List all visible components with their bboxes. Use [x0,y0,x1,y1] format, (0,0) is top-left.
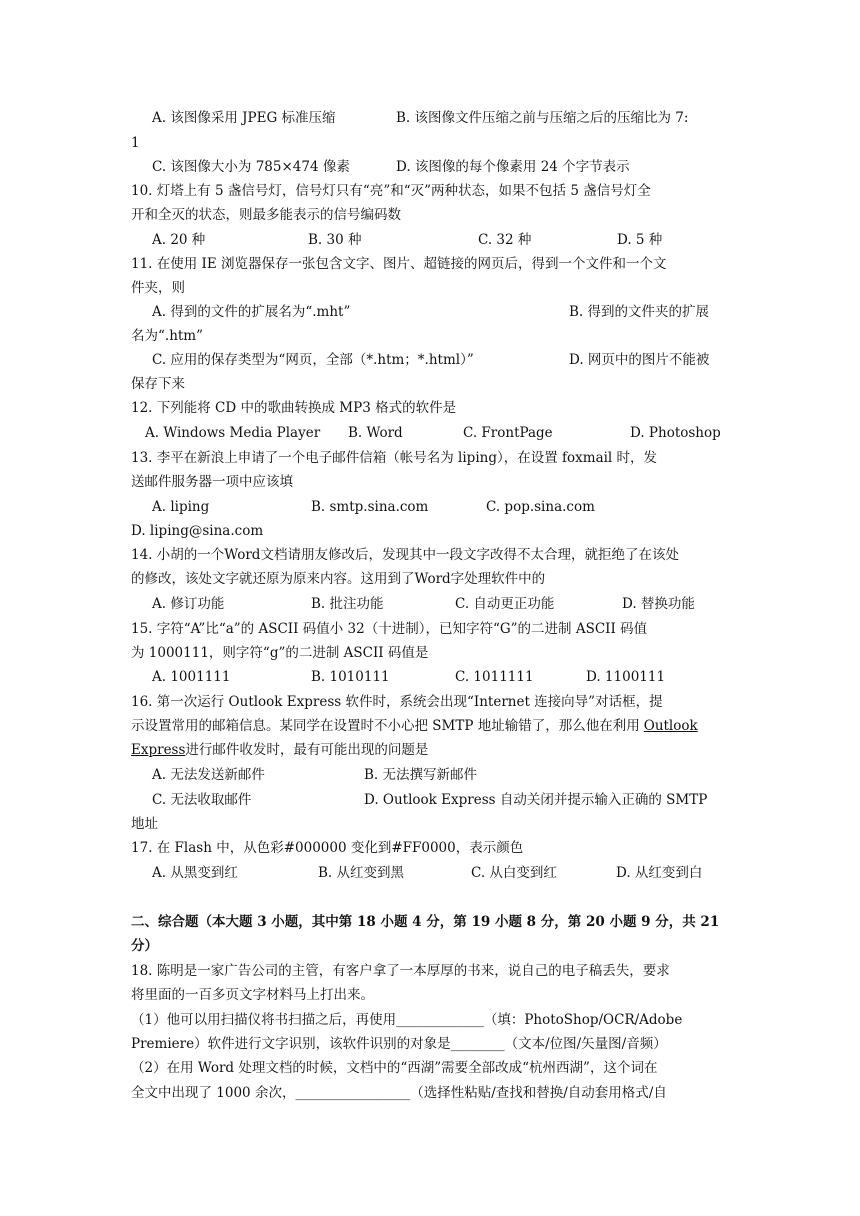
q15-option-b: B. 1010111 [311,669,390,685]
q14-option-c: C. 自动更正功能 [455,596,555,612]
q18-stem-line1: 18. 陈明是一家广告公司的主管，有客户拿了一本厚厚的书来，说自己的电子稿丢失，要求 [131,963,670,979]
section2-heading-line2: 分） [131,938,158,954]
q14-option-b: B. 批注功能 [311,596,384,612]
q9-option-b: B. 该图像文件压缩之前与压缩之后的压缩比为 7: [396,110,689,126]
q16-option-a: A. 无法发送新邮件 [152,767,265,783]
q14-stem-line1: 14. 小胡的一个Word文档请朋友修改后，发现其中一段文字改得不太合理，就拒绝了在该处 [131,547,679,563]
q16-option-c: C. 无法收取邮件 [152,792,252,808]
q11-option-a: A. 得到的文件的扩展名为“.mht” [152,304,351,320]
q11-stem-line2: 件夹，则 [131,280,185,296]
q11-option-b: B. 得到的文件夹的扩展 [569,304,710,320]
q16-stem-line3 [131,740,428,760]
q17-option-c: C. 从白变到红 [471,865,557,881]
q18-part1-line2: Premiere）软件进行文字识别，该软件识别的对象是________（文本/位图/矢量图/音频） [131,1036,667,1052]
q16-outlook-link[interactable]: Outlook [643,718,698,734]
q16-option-b: B. 无法撰写新邮件 [364,767,478,783]
q15-option-a: A. 1001111 [152,669,231,685]
q18-part1-line1: （1）他可以用扫描仪将书扫描之后，再使用_____________（填：PhotoShop/OCR/Adobe [131,1012,683,1028]
q17-stem: 17. 在 Flash 中，从色彩#000000 变化到#FF0000，表示颜色 [131,840,524,856]
q15-stem-line2: 为 1000111，则字符“g”的二进制 ASCII 码值是 [131,645,429,661]
q10-option-c: C. 32 种 [478,232,532,248]
q13-option-a: A. liping [152,499,210,515]
q17-option-b: B. 从红变到黑 [318,865,405,881]
q10-option-d: D. 5 种 [617,232,663,248]
section2-heading-line1: 二、综合题（本大题 3 小题，其中第 18 小题 4 分，第 19 小题 8 分，第 20 小题 9 分，共 21 [131,914,720,930]
q12-stem: 12. 下列能将 CD 中的歌曲转换成 MP3 格式的软件是 [131,400,457,416]
q13-option-b: B. smtp.sina.com [311,499,429,515]
q18-stem-line2: 将里面的一百多页文字材料马上打出来。 [131,987,374,1003]
q10-option-b: B. 30 种 [308,232,362,248]
q16-stem-line1: 16. 第一次运行 Outlook Express 软件时，系统会出现“Internet 连接向导”对话框，提 [131,694,663,710]
q11-stem-line1: 11. 在使用 IE 浏览器保存一张包含文字、图片、超链接的网页后，得到一个文件和一个文 [131,256,667,272]
q16-stem-line2 [131,716,698,736]
q9-option-b-continued: 1 [131,135,140,151]
q17-option-a: A. 从黑变到红 [152,865,238,881]
q11-option-c: C. 应用的保存类型为“网页，全部（*.htm；*.html）” [152,352,474,368]
q10-stem-line1: 10. 灯塔上有 5 盏信号灯，信号灯只有“亮”和“灭”两种状态，如果不包括 5 盏信号灯全 [131,183,651,199]
q13-stem-line1: 13. 李平在新浪上申请了一个电子邮件信箱（帐号名为 liping），在设置 foxmail 时，发 [131,450,658,466]
q11-option-d: D. 网页中的图片不能被 [569,352,710,368]
q11-option-d-continued: 保存下来 [131,376,185,392]
q15-stem-line1: 15. 字符“A”比“a”的 ASCII 码值小 32（十进制），已知字符“G”的二进制 ASCII 码值 [131,621,648,637]
q16-option-d: D. Outlook Express 自动关闭并提示输入正确的 SMTP [364,792,708,808]
q10-stem-line2: 开和全灭的状态，则最多能表示的信号编码数 [131,207,401,223]
q14-option-a: A. 修订功能 [152,596,225,612]
q15-option-c: C. 1011111 [455,669,534,685]
q12-option-a: A. Windows Media Player [145,425,321,441]
q18-part2-line1: （2）在用 Word 处理文档的时候，文档中的“西湖”需要全部改成“杭州西湖”，这个词在 [131,1060,658,1076]
q13-option-d: D. liping@sina.com [131,523,264,539]
q18-part2-line2: 全文中出现了 1000 余次，_________________（选择性粘贴/查找和替换/自动套用格式/自 [131,1085,667,1101]
q9-option-c: C. 该图像大小为 785×474 像素 [152,159,350,175]
q12-option-c: C. FrontPage [463,425,553,441]
q15-option-d: D. 1100111 [586,669,666,685]
q13-option-c: C. pop.sina.com [486,499,595,515]
q16-stem-line2-text: 示设置常用的邮箱信息。某同学在设置时不小心把 SMTP 地址输错了，那么他在利用 [131,718,640,734]
q16-stem-line3-text: 进行邮件收发时，最有可能出现的问题是 [185,742,429,758]
q14-stem-line2: 的修改，该处文字就还原为原来内容。这用到了Word字处理软件中的 [131,571,546,587]
q11-option-b-continued: 名为“.htm” [131,328,204,344]
q16-option-d-continued: 地址 [131,816,158,832]
q9-option-a: A. 该图像采用 JPEG 标准压缩 [152,110,336,126]
q14-option-d: D. 替换功能 [622,596,695,612]
q12-option-d: D. Photoshop [630,425,721,441]
q12-option-b: B. Word [348,425,403,441]
q16-express-link[interactable]: Express [131,742,186,758]
q17-option-d: D. 从红变到白 [616,865,703,881]
q9-option-d: D. 该图像的每个像素用 24 个字节表示 [396,159,630,175]
q13-stem-line2: 送邮件服务器一项中应该填 [131,474,293,490]
q10-option-a: A. 20 种 [152,232,206,248]
